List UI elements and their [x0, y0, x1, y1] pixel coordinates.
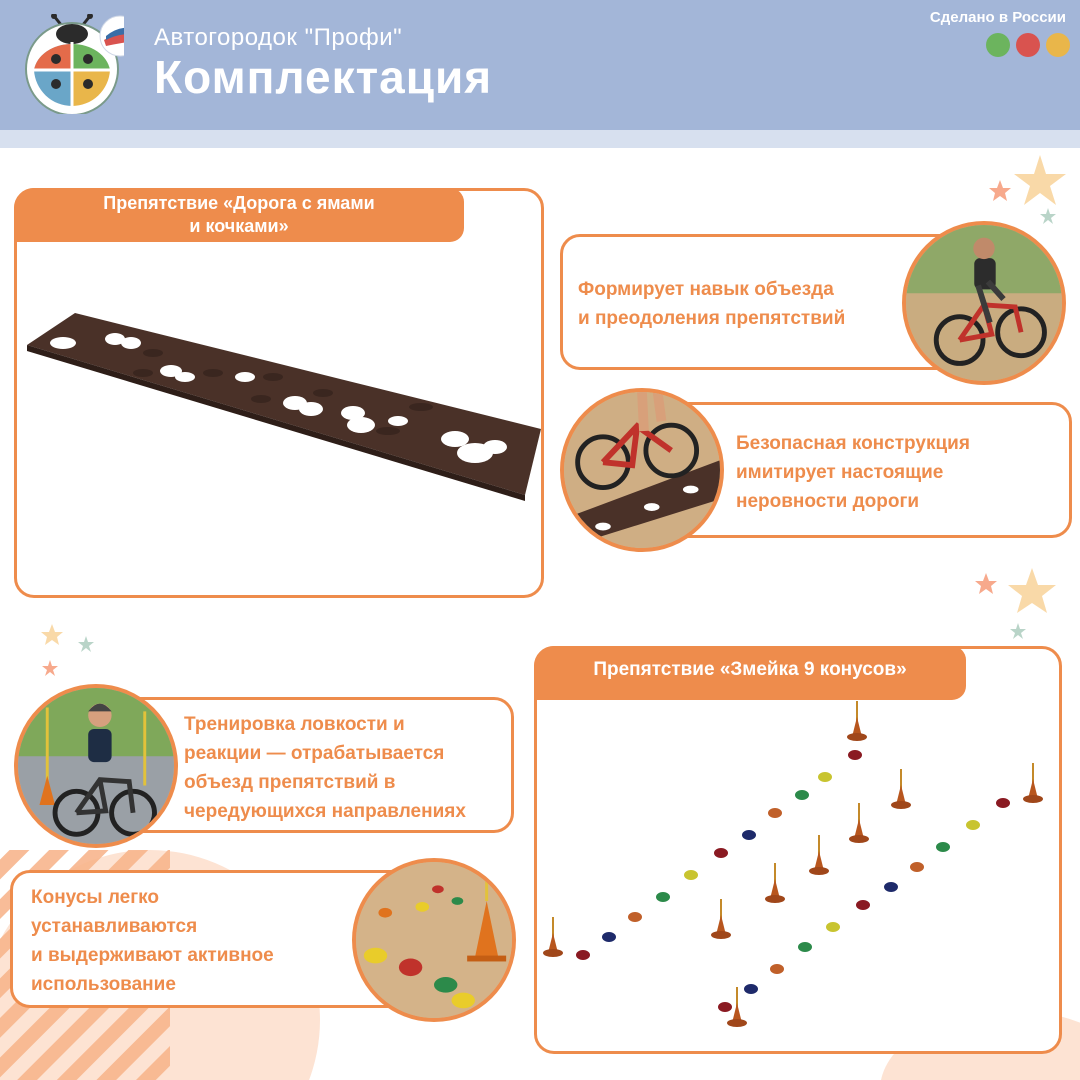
- indicator-dot-red: [1016, 33, 1040, 57]
- road-obstacle-card: [14, 188, 544, 598]
- cones-feature-2-line4: использование: [31, 974, 176, 995]
- road-tab-label-line2: и кочками»: [189, 216, 289, 236]
- cones-feature-2-line3: и выдерживают активное: [31, 945, 274, 966]
- bicycle-icon: [18, 688, 174, 844]
- bike-on-panel-photo: [560, 388, 724, 552]
- cones-feature-2-line1: Конусы легко: [31, 887, 160, 908]
- road-tab-label-line1: Препятствие «Дорога с ямами: [103, 193, 375, 213]
- header-divider: [0, 130, 1080, 148]
- road-feature-1-text: [578, 275, 845, 333]
- cones-feature-2-text: [31, 883, 274, 999]
- cones-feature-1-line2: реакции — отрабатывается: [184, 743, 445, 764]
- snake-cones-image: [537, 689, 1059, 1049]
- cones-feature-1-line3: объезд препятствий в: [184, 772, 396, 793]
- cyclist-photo: [902, 221, 1066, 385]
- indicator-dot-yellow: [1046, 33, 1070, 57]
- road-feature-2-line3: неровности дороги: [736, 491, 920, 512]
- snake-cones-tab-label: Препятствие «Змейка 9 конусов»: [593, 659, 907, 680]
- indicator-dot-green: [986, 33, 1010, 57]
- snake-cones-card: [534, 646, 1062, 1054]
- cones-feature-2-line2: устанавливаются: [31, 916, 198, 937]
- road-feature-2-line2: имитирует настоящие: [736, 462, 944, 483]
- star-icon: [968, 565, 1068, 645]
- cones-closeup-photo: [352, 858, 516, 1022]
- cones-feature-1-text: [184, 710, 466, 826]
- bicycle-icon: [906, 225, 1062, 381]
- bicycle-icon: [564, 392, 720, 548]
- road-feature-1-line1: Формирует навык объезда: [578, 279, 834, 300]
- ladybug-logo-icon: [24, 14, 124, 114]
- made-in-russia-label: Сделано в России: [929, 9, 1066, 26]
- cone-icon: [356, 862, 512, 1018]
- cones-feature-1-line1: Тренировка ловкости и: [184, 714, 405, 735]
- road-feature-2-line1: Безопасная конструкция: [736, 433, 970, 454]
- cones-feature-1-line4: чередующихся направлениях: [184, 801, 466, 822]
- company-name: Автогородок "Профи": [154, 24, 403, 51]
- color-indicators: [986, 33, 1070, 57]
- road-panel-image: [23, 301, 543, 501]
- page-title: Комплектация: [154, 51, 493, 103]
- road-feature-2-text: [736, 429, 970, 516]
- boy-cyclist-photo: [14, 684, 178, 848]
- road-obstacle-tab: [14, 188, 464, 242]
- star-icon: [36, 620, 106, 680]
- road-feature-1-line2: и преодоления препятствий: [578, 308, 846, 329]
